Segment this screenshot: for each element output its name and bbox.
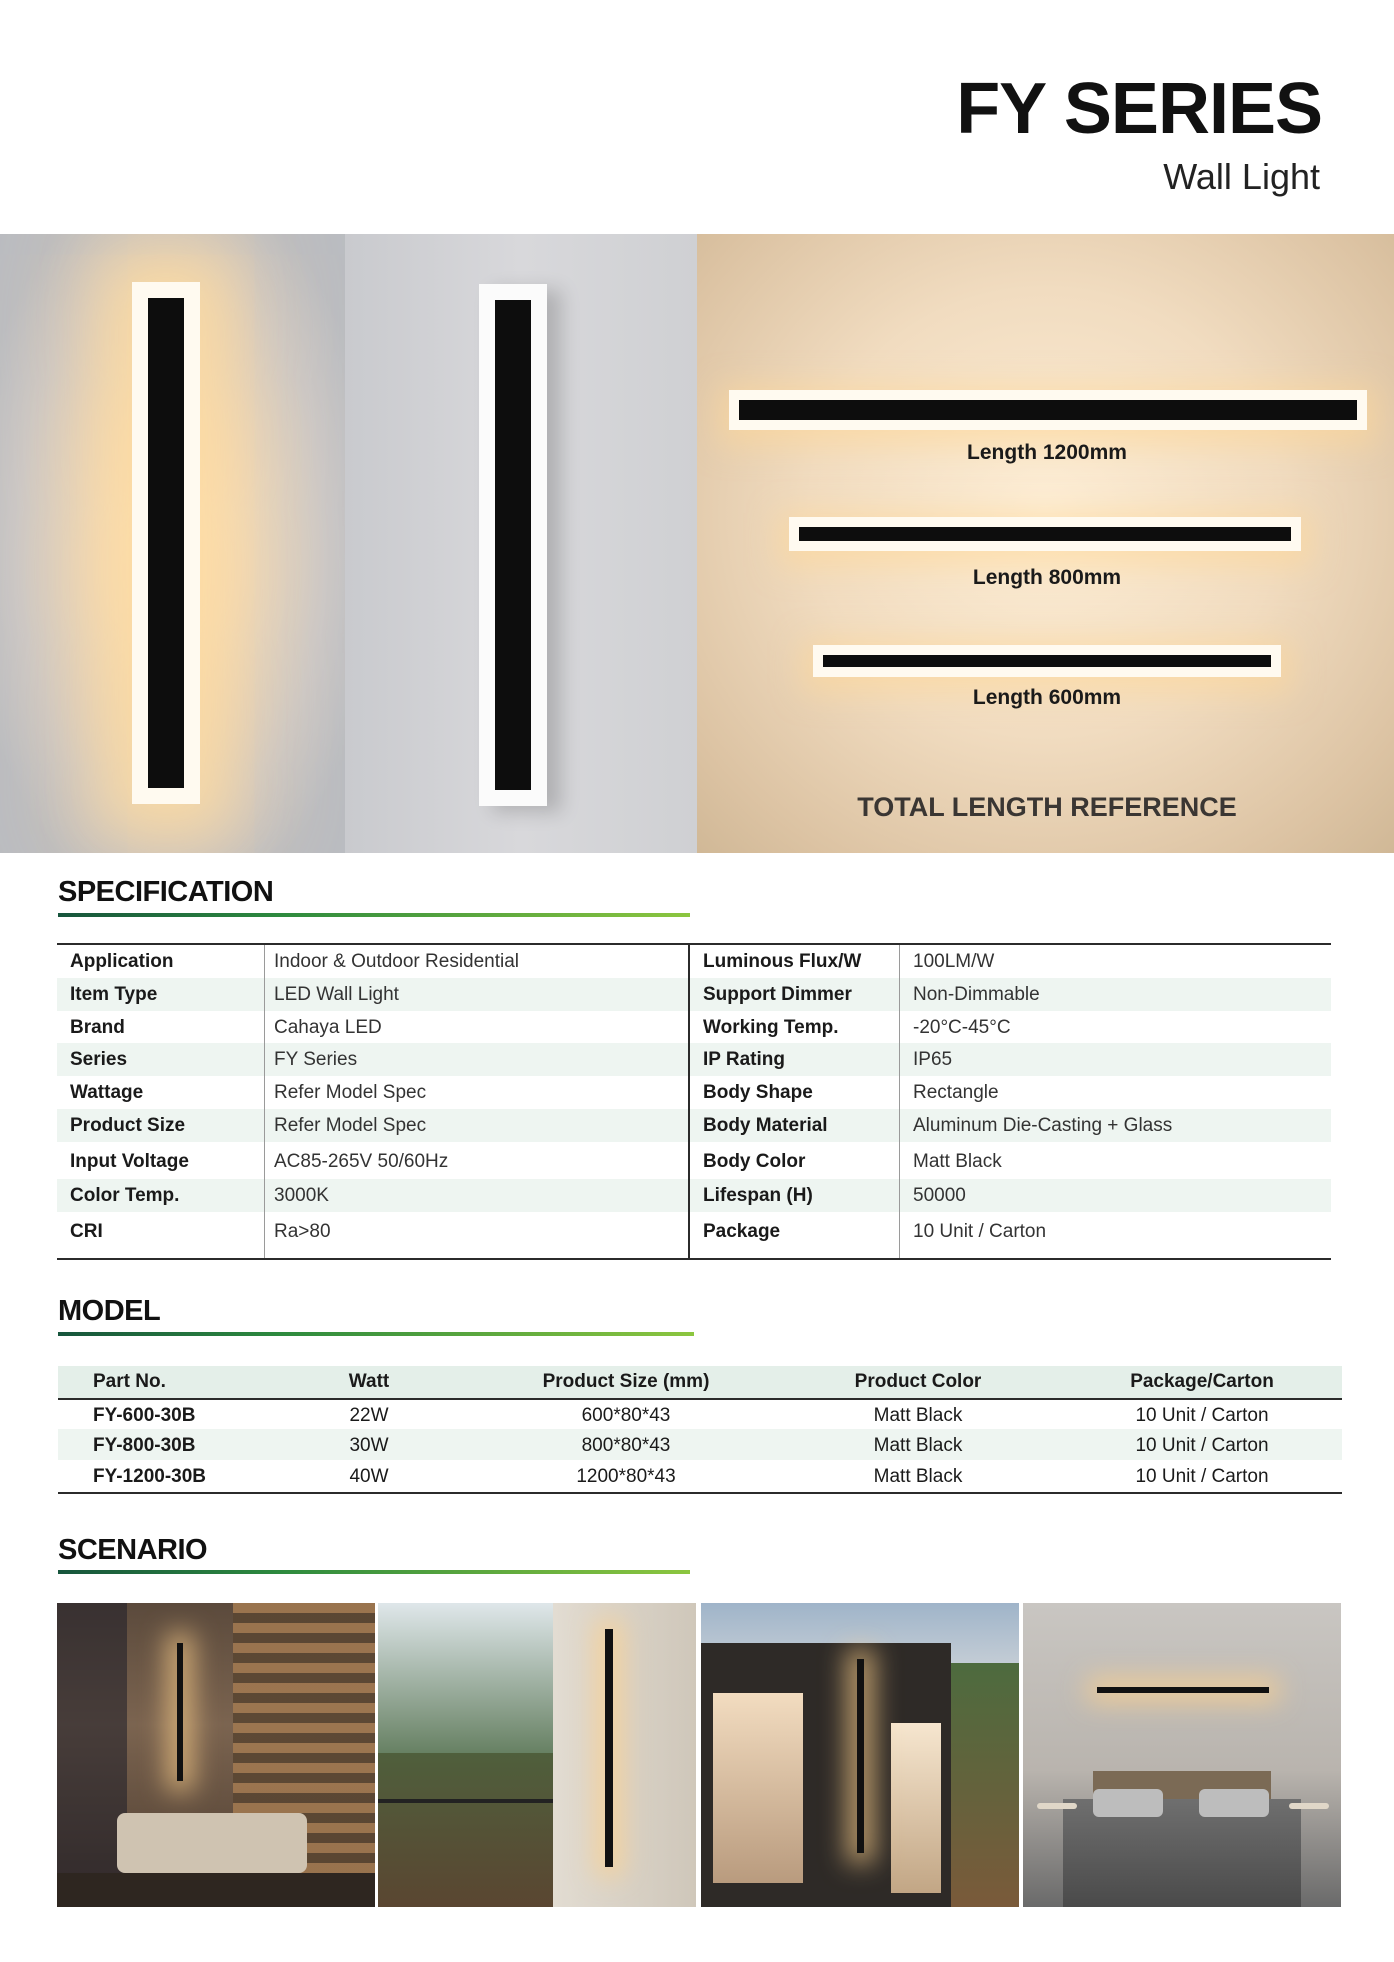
- spec-row: [57, 1043, 1331, 1076]
- spec-label-right: IP Rating: [703, 1049, 785, 1070]
- model-table: [58, 1366, 1342, 1494]
- model-cell: 40W: [349, 1466, 389, 1487]
- spec-value-left: Indoor & Outdoor Residential: [274, 951, 520, 972]
- spec-label-left: Product Size: [70, 1115, 186, 1136]
- spec-value-left: AC85-265V 50/60Hz: [274, 1151, 449, 1172]
- length-label-1200: Length 1200mm: [967, 441, 1127, 464]
- spec-value-left: Refer Model Spec: [274, 1082, 427, 1103]
- total-length-reference: TOTAL LENGTH REFERENCE: [857, 792, 1237, 822]
- specification-table: [57, 943, 1331, 1260]
- model-column-header: Product Color: [854, 1371, 982, 1392]
- spec-value-right: 10 Unit / Carton: [913, 1221, 1047, 1242]
- model-table-header: [58, 1366, 1342, 1400]
- spec-value-right: Aluminum Die-Casting + Glass: [913, 1115, 1173, 1136]
- spec-label-left: Input Voltage: [70, 1151, 189, 1172]
- spec-label-left: Item Type: [70, 984, 158, 1005]
- scenario-heading: SCENARIO: [58, 1534, 208, 1566]
- spec-label-left: Color Temp.: [70, 1185, 180, 1206]
- model-cell: FY-600-30B: [93, 1405, 196, 1426]
- fixture-800mm: [789, 517, 1301, 551]
- spec-value-left: Refer Model Spec: [274, 1115, 427, 1136]
- scenario-photo-bedroom: [1023, 1603, 1341, 1907]
- model-cell: 10 Unit / Carton: [1135, 1435, 1269, 1456]
- spec-label-right: Body Material: [703, 1115, 828, 1136]
- model-cell: 1200*80*43: [576, 1466, 676, 1487]
- spec-row: [57, 1145, 1331, 1178]
- hero-photo-lit-vertical-light: [0, 234, 345, 853]
- spec-row: [57, 1215, 1331, 1248]
- model-cell: 10 Unit / Carton: [1135, 1405, 1269, 1426]
- spec-value-right: IP65: [913, 1049, 953, 1070]
- scenario-underline: [58, 1570, 690, 1574]
- spec-row: [57, 1109, 1331, 1142]
- model-heading: MODEL: [58, 1295, 161, 1327]
- spec-column-divider: [264, 945, 265, 1258]
- page-subtitle: Wall Light: [1163, 156, 1320, 197]
- model-column-header: Watt: [348, 1371, 390, 1392]
- fixture-1200mm: [729, 390, 1367, 430]
- spec-label-right: Luminous Flux/W: [703, 951, 862, 972]
- fixture-600mm: [813, 645, 1281, 677]
- spec-label-left: Brand: [70, 1017, 125, 1038]
- model-cell: 22W: [349, 1405, 389, 1426]
- hero-photo-unlit-vertical-light: [345, 234, 697, 853]
- page-title: FY SERIES: [956, 69, 1322, 149]
- spec-label-right: Working Temp.: [703, 1017, 839, 1038]
- scenario-photo-patio: [57, 1603, 375, 1907]
- model-row: [58, 1399, 1342, 1430]
- spec-value-left: Cahaya LED: [274, 1017, 382, 1038]
- model-cell: FY-800-30B: [93, 1435, 196, 1456]
- spec-value-right: 50000: [913, 1185, 966, 1206]
- model-cell: 30W: [349, 1435, 389, 1456]
- spec-row: [57, 1011, 1331, 1044]
- model-column-header: Product Size (mm): [542, 1371, 710, 1392]
- specification-underline: [58, 913, 690, 917]
- model-column-header: Part No.: [93, 1371, 166, 1392]
- spec-column-divider: [899, 945, 900, 1258]
- spec-value-left: FY Series: [274, 1049, 358, 1070]
- vertical-wall-light-unlit: [479, 284, 547, 806]
- spec-label-left: Wattage: [70, 1082, 144, 1103]
- model-row: [58, 1429, 1342, 1460]
- spec-value-left: LED Wall Light: [274, 984, 399, 1005]
- spec-value-right: -20°C-45°C: [913, 1017, 1011, 1038]
- scenario-photo-balcony: [378, 1603, 696, 1907]
- model-cell: 10 Unit / Carton: [1135, 1466, 1269, 1487]
- specification-heading: SPECIFICATION: [58, 876, 274, 908]
- spec-value-right: 100LM/W: [913, 951, 995, 972]
- spec-row: [57, 978, 1331, 1011]
- spec-value-right: Rectangle: [913, 1082, 999, 1103]
- model-cell: Matt Black: [873, 1466, 963, 1487]
- spec-label-left: Series: [70, 1049, 128, 1070]
- spec-label-right: Package: [703, 1221, 781, 1242]
- model-column-header: Package/Carton: [1130, 1371, 1274, 1392]
- model-cell: FY-1200-30B: [93, 1466, 207, 1487]
- spec-value-right: Matt Black: [913, 1151, 1002, 1172]
- spec-value-right: Non-Dimmable: [913, 984, 1040, 1005]
- hero-length-reference: [697, 234, 1394, 853]
- spec-label-right: Body Color: [703, 1151, 806, 1172]
- model-cell: Matt Black: [873, 1435, 963, 1456]
- model-cell: 800*80*43: [581, 1435, 671, 1456]
- model-cell: Matt Black: [873, 1405, 963, 1426]
- spec-label-right: Support Dimmer: [703, 984, 852, 1005]
- spec-label-right: Body Shape: [703, 1082, 813, 1103]
- model-row: [58, 1460, 1342, 1491]
- vertical-wall-light-lit: [132, 282, 200, 804]
- spec-row: [57, 1179, 1331, 1212]
- spec-value-left: 3000K: [274, 1185, 329, 1206]
- spec-label-left: Application: [70, 951, 174, 972]
- spec-row: [57, 1076, 1331, 1109]
- length-label-800: Length 800mm: [972, 566, 1122, 589]
- model-cell: 600*80*43: [581, 1405, 671, 1426]
- scenario-photo-exterior-house: [701, 1603, 1019, 1907]
- spec-column-divider: [688, 945, 690, 1258]
- spec-label-right: Lifespan (H): [703, 1185, 813, 1206]
- length-label-600: Length 600mm: [972, 686, 1122, 709]
- model-underline: [58, 1332, 694, 1336]
- spec-label-left: CRI: [70, 1221, 103, 1242]
- spec-row: [57, 945, 1331, 978]
- spec-value-left: Ra>80: [274, 1221, 331, 1242]
